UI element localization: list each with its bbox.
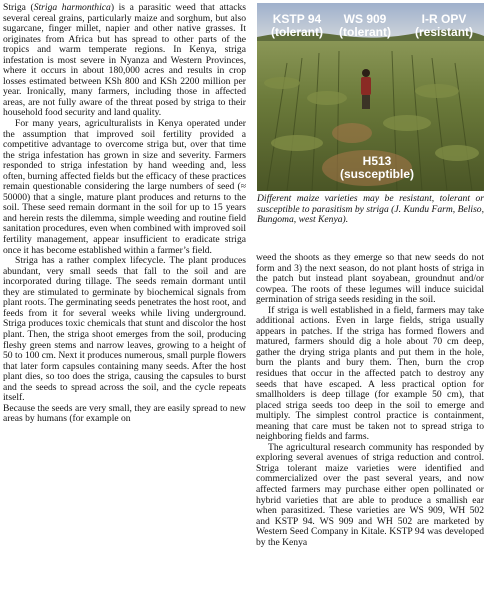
species-name: Striga harmonthica bbox=[33, 2, 111, 13]
intro-text-rest: ) is a parasitic weed that attacks several cereal grains, particularly maize and sorghum, but also sugarcane, finger millet, napier and other native grasses. It originates from Africa but has spread to other parts of the tropics and warm temperate regions. In Kenya, striga infestation is most severe in Nyanza and Western Provinces, where it occurs in about 180,000 acres and results in crop losses estimated between KSh 800 and KSh 2200 million per year. Ironically, many farmers, including those in affected areas, are not fully aware of the threat posed by striga to their household food security and land quality. bbox=[3, 2, 246, 119]
paragraph-assumption: For many years, agriculturalists in Kenya operated under the assumption that improved soil fertility provided a competitive advantage to overcome striga but, over that time the striga infestation has grown in size and severity. Farmers responded to striga infestation by hand weeding and, less often, burning affected fields but the efficacy of these practices remain questionable considering the large numbers of seed (≈ 50000) that a single, mature plant produces and returns to the soil. These seed remain dormant in the soil for up to 15 years and herein rests the dilemma, simple weeding and routine field sanitation procedures, even when combined with improved soil fertility management, appear insufficient to eradicate striga once it has become established within a farmer’s field. bbox=[3, 118, 246, 256]
paragraph-intro bbox=[3, 3, 246, 119]
paragraph-lifecycle: Striga has a rather complex lifecycle. The plant produces abundant, very small seeds that fall to the soil and are incorporated during tillage. The seeds remain dormant until they are stimulated to germinate by biochemical signals from plant roots. The germinating seeds penetrates the host root, and feeds from it for several weeks while living underground. Striga produces toxic chemicals that stunt and discolor the host plant. Then, the striga shoot emerges from the soil, producing fleshy green stems and narrow leaves, growing to a height of 50 to 100 cm. Next it produces numerous, small purple flowers that later form capsules containing many seeds. After the host plant dies, so too does the striga, causing the capsules to burst and the seeds to spread across the soil, and the cycle repeats itself. bbox=[3, 255, 246, 404]
label-iropv-text: I-R OPV (resistant) bbox=[415, 12, 474, 39]
photo-caption: Different maize varieties may be resistant, tolerant or susceptible to parasitism by striga (J. Kundu Farm, Beliso, Bungoma, west Kenya). bbox=[257, 193, 484, 226]
paragraph-seed-spread: Because the seeds are very small, they are easily spread to new areas by humans (for example on bbox=[3, 402, 246, 425]
label-h513-text: H513 (susceptible) bbox=[340, 154, 415, 181]
intro-text-start: Striga ( bbox=[3, 2, 34, 13]
label-kstp94-text: KSTP 94 (tolerant) bbox=[271, 12, 323, 39]
right-text-column bbox=[256, 253, 484, 548]
label-iropv bbox=[415, 13, 473, 39]
maize-field-photo bbox=[257, 3, 484, 191]
paragraph-research: The agricultural research community has responded by exploring several avenues of striga reduction and control. Striga tolerant maize varieties were identified and commercialized over the past several years, and now affected farmers may purchase either open pollinated or hybrid varieties that are able to produce a smallish ear when parasitized. These varieties are WS 909, WH 502 and KSTP 94. WS 909 and WH 502 are marketed by Western Seed Company in Kitale. KSTP 94 was developed by the Kenya bbox=[256, 441, 484, 548]
label-h513 bbox=[340, 155, 414, 181]
label-kstp94 bbox=[271, 13, 323, 39]
left-text-column bbox=[3, 3, 246, 425]
paragraph-weeding: weed the shoots as they emerge so that new seeds do not form and 3) the next season, do not plant hosts of striga in the patch but instead plant soyabean, groundnut and/or cowpea. The roots of these legumes will induce suicidal germination of striga seeds residing in the soil. bbox=[256, 252, 484, 306]
label-ws909-text: WS 909 (tolerant) bbox=[339, 12, 391, 39]
paragraph-established-striga: If striga is well established in a field, farmers may take additional actions. Even in large fields, striga usually appears in patches. If the striga has formed flowers and matured, farmers should dig a hole about 70 cm deep, gather the drying striga plants and put them in the hole, burn the plants and bury them. Then, burn the crop residues that occur in the affected patch to destroy any seeds that have escaped. A less practical option for smallholders is deep tillage (for example 50 cm), that placed striga seeds too deep in the soil to emerge and multiply. The simplest control practice is containment, meaning that care must be taken not to spread striga to neighboring fields and farms. bbox=[256, 304, 484, 443]
label-ws909 bbox=[339, 13, 391, 39]
